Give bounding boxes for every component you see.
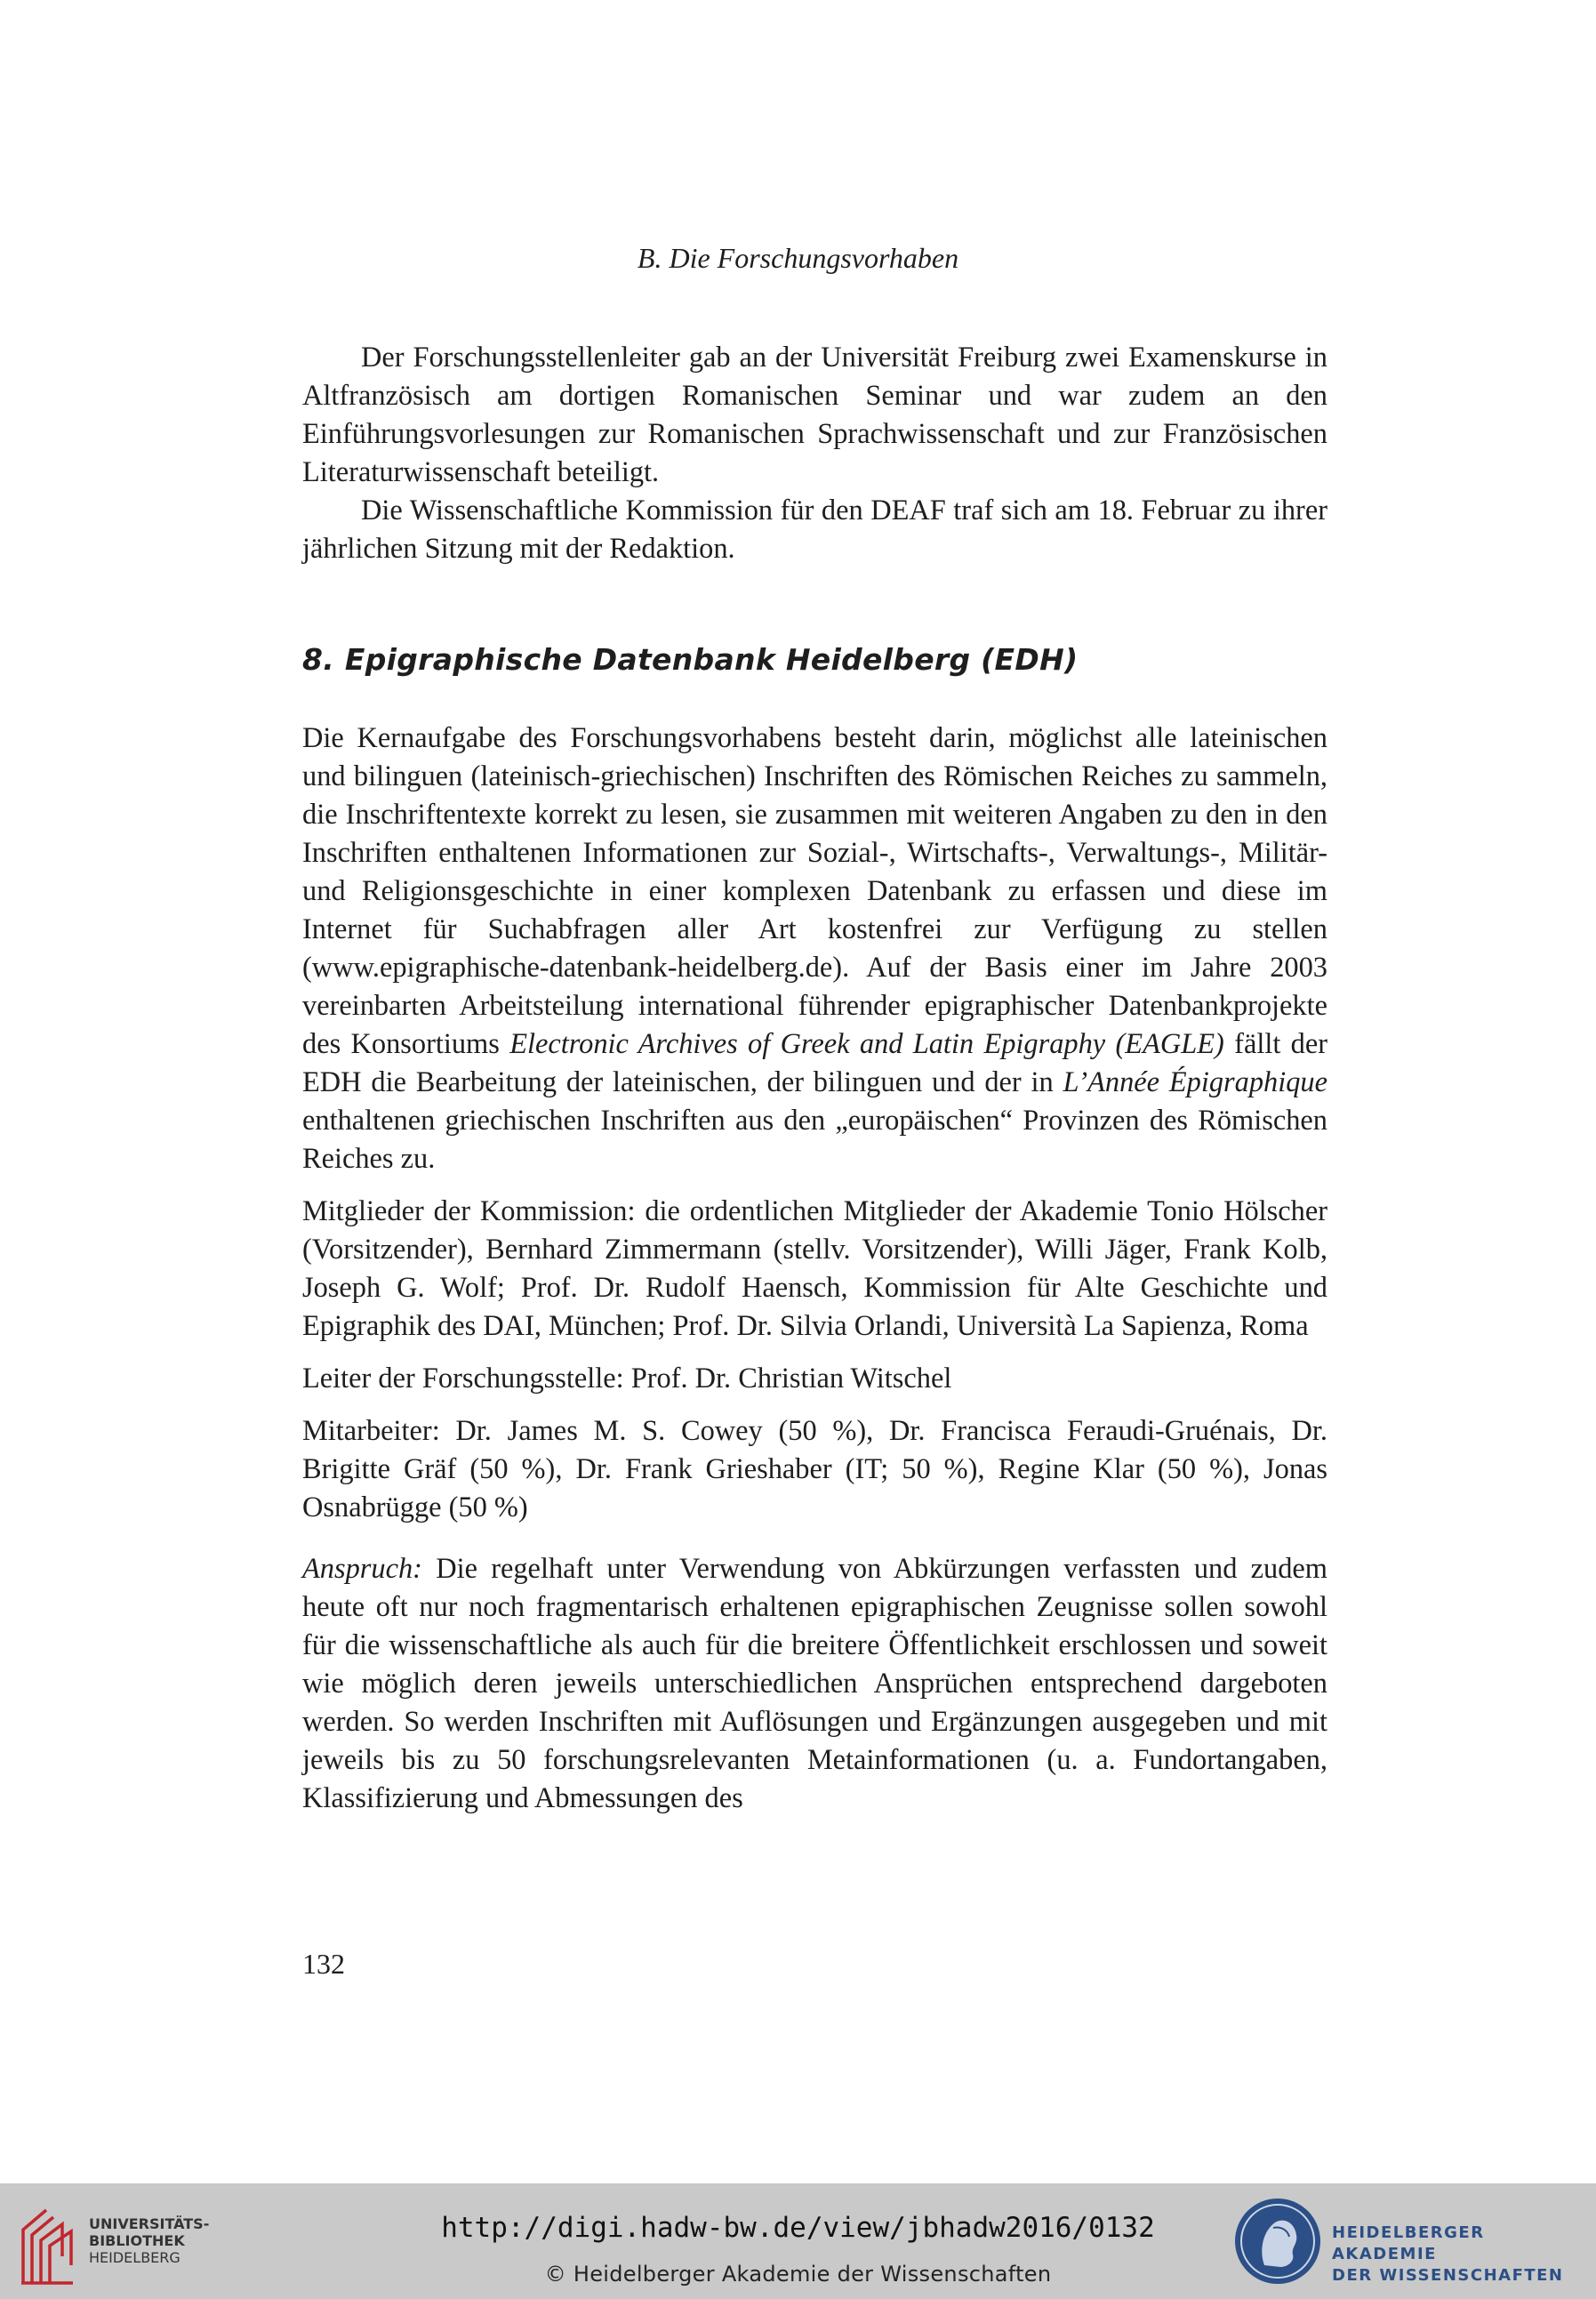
footer-bar [0, 2183, 1596, 2299]
description-paragraph [302, 719, 1327, 1178]
research-leader: Leiter der Forschungsstelle: Prof. Dr. Christian Witschel [302, 1363, 952, 1395]
staff-list: Mitarbeiter: Dr. James M. S. Cowey (50 %), Dr. Francisca Feraudi-Gruénais, Dr. Brigitte Gräf (50 %), Dr. Frank Grieshaber (IT; 50 %), Regine Klar (50 %), Jonas Osnabrügge (50 %) [302, 1415, 1327, 1523]
intro-paragraph-1: Der Forschungsstellenleiter gab an der Universität Freiburg zwei Examenskurse in Altfranzösisch am dortigen Romanischen Seminar und war zudem an den Einführungsvorlesungen zur Romanischen Sprachwissenschaft und zur Französischen Literaturwissenschaft beteiligt. [302, 342, 1327, 488]
description-text-3: enthaltenen griechischen Inschriften aus den „europäischen“ Provinzen des Römischen Reiches zu. [302, 1105, 1327, 1175]
intro-text [302, 339, 1327, 568]
academy-logo-line-2: DER WISSENSCHAFTEN [1332, 2266, 1564, 2285]
copyright-notice: © Heidelberger Akademie der Wissenschaften [544, 2262, 1052, 2287]
running-head: B. Die Forschungsvorhaben [637, 242, 959, 274]
intro-paragraph-2: Die Wissenschaftliche Kommission für den DEAF traf sich am 18. Februar zu ihrer jährlichen Sitzung mit der Redaktion. [302, 494, 1327, 565]
section-heading: 8. Epigraphische Datenbank Heidelberg (EDH) [302, 642, 1079, 677]
academy-logo-line-1: HEIDELBERGER AKADEMIE [1332, 2223, 1485, 2263]
claim-text: Die regelhaft unter Verwendung von Abkürzungen verfassten und zudem heute oft nur noch fragmentarisch erhaltenen epigraphischen Zeugnisse sollen sowohl für die wissenschaftliche als auch für die breitere Öffentlichkeit erschlossen und soweit wie möglich deren jeweils unterschiedlichen Ansprüchen entsprechend dargeboten werden. So werden Inschriften mit Auflösungen und Ergänzungen ausgegeben und mit jeweils bis zu 50 forschungsrelevanten Metainformationen (u. a. Fundortangaben, Klassifizierung und Abmessungen des [302, 1553, 1327, 1814]
claim-paragraph [302, 1550, 1327, 1818]
page-number: 132 [302, 1948, 345, 1980]
library-logo-line-3: HEIDELBERG [89, 2249, 180, 2266]
library-logo-line-2: BIBLIOTHEK [89, 2232, 185, 2249]
academy-logo-text [1332, 2223, 1596, 2287]
permalink-url[interactable]: http://digi.hadw-bw.de/view/jbhadw2016/0132 [441, 2212, 1155, 2244]
section-body [302, 719, 1327, 1818]
claim-label: Anspruch: [302, 1553, 422, 1585]
description-text-1: Die Kernaufgabe des Forschungsvorhabens besteht darin, möglichst alle lateinischen und bilinguen (lateinisch-griechischen) Inschriften des Römischen Reiches zu sammeln, die Inschriftentexte korrekt zu lesen, sie zusammen mit weiteren Angaben zu den in den Inschriften enthaltenen Informationen zur Sozial-, Wirtschafts-, Verwaltungs-, Militär- und Religionsgeschichte in einer komplexen Datenbank zu erfassen und diese im Internet für Suchabfragen aller Art kostenfrei zur Verfügung zu stellen (www.epigraphische-datenbank-heidelberg.de). Auf der Basis einer im Jahre 2003 vereinbarten Arbeitsteilung international führender epigraphischer Datenbankprojekte des Konsortiums [302, 722, 1327, 1060]
commission-members: Mitglieder der Kommission: die ordentlichen Mitglieder der Akademie Tonio Hölscher (Vorsitzender), Bernhard Zimmermann (stellv. Vorsitzender), Willi Jäger, Frank Kolb, Joseph G. Wolf; Prof. Dr. Rudolf Haensch, Kommission für Alte Geschichte und Epigraphik des DAI, München; Prof. Dr. Silvia Orlandi, Università La Sapienza, Roma [302, 1195, 1327, 1342]
eagle-title: Electronic Archives of Greek and Latin Epigraphy (EAGLE) [509, 1028, 1224, 1060]
library-logo-line-1: UNIVERSITÄTS- [89, 2215, 210, 2232]
academy-seal-icon[interactable] [1232, 2196, 1323, 2287]
annee-epigraphique-title: L’Année Épigraphique [1063, 1066, 1327, 1098]
description-text-2: fällt der EDH die Bearbeitung der lateinischen, der bilinguen und der in [302, 1028, 1327, 1098]
